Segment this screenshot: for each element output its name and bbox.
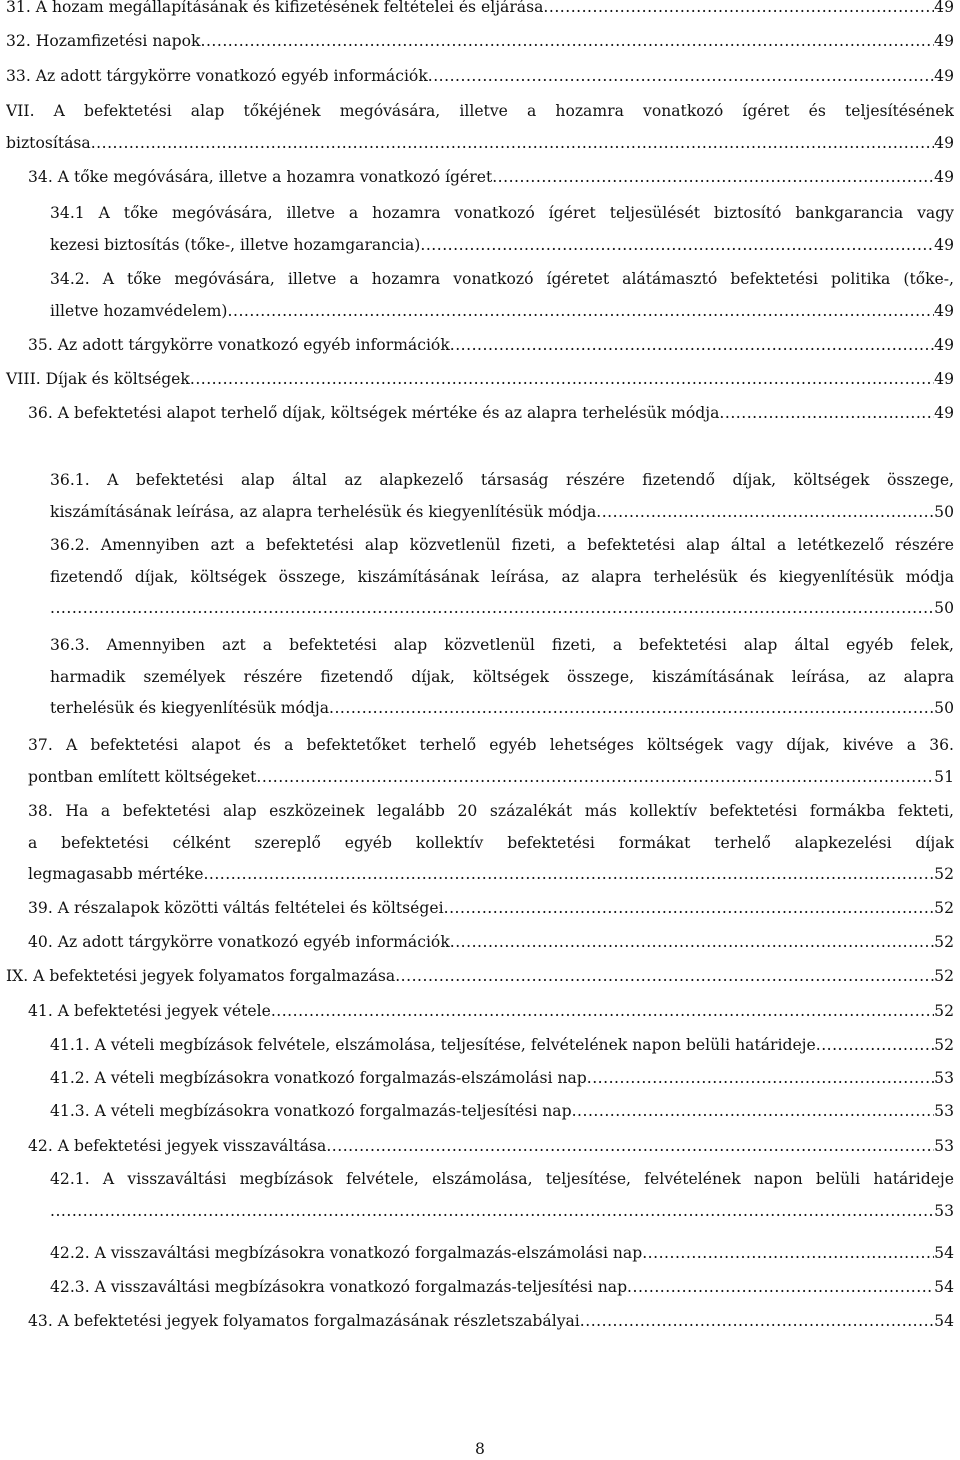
dot-leader	[492, 162, 934, 194]
toc-page-number: 53	[934, 1069, 954, 1087]
dot-leader	[256, 762, 934, 794]
toc-page-number: 50	[934, 502, 954, 521]
toc-entry[interactable]	[50, 198, 954, 261]
toc-entry[interactable]	[50, 1238, 954, 1270]
toc-entry-text: 37. A befektetési alapot és a befektetőket terhelő egyéb lehetséges költségek vagy díjak, kivéve a 36.	[28, 736, 954, 754]
toc-page-number: 49	[934, 235, 954, 254]
dot-leader	[572, 1096, 935, 1128]
toc-page-number: 53	[934, 1137, 954, 1155]
toc-entry[interactable]	[50, 1063, 954, 1095]
dot-leader	[50, 593, 934, 625]
dot-leader	[596, 497, 934, 529]
toc-entry-text: 42.1. A visszaváltási megbízások felvétele, elszámolása, teljesítése, felvételének napon belüli határideje	[50, 1170, 954, 1188]
toc-entry-text: 39. A részalapok közötti váltás feltételei és költségei	[28, 899, 444, 917]
dot-leader	[190, 364, 934, 396]
toc-entry-text: 36.1. A befektetési alap által az alapkezelő társaság részére fizetendő díjak, költségek összege,	[50, 471, 954, 489]
toc-entry[interactable]	[50, 1272, 954, 1304]
toc-entry[interactable]	[28, 1131, 954, 1163]
toc-page-number: 49	[934, 0, 954, 16]
toc-page-number: 49	[934, 336, 954, 354]
toc-entry-text: 35. Az adott tárgykörre vonatkozó egyéb információk	[28, 336, 450, 354]
toc-page-number: 53	[934, 1201, 954, 1220]
toc-entry-text: 42.2. A visszaváltási megbízásokra vonatkozó forgalmazás-elszámolási nap	[50, 1244, 643, 1262]
dot-leader	[395, 961, 934, 993]
dot-leader	[816, 1030, 934, 1062]
toc-entry[interactable]	[6, 0, 954, 24]
toc-entry-text: biztosítása	[6, 133, 91, 152]
toc-entry-text: VII. A befektetési alap tőkéjének megóvására, illetve a hozamra vonatkozó ígéret és teljesítésének	[6, 102, 954, 120]
toc-entry-text: 40. Az adott tárgykörre vonatkozó egyéb információk	[28, 933, 450, 951]
toc-entry[interactable]	[28, 1306, 954, 1338]
dot-leader	[203, 859, 934, 891]
toc-entry-text: 34.1 A tőke megóvására, illetve a hozamra vonatkozó ígéret teljesülését biztosító bankgarancia vagy	[50, 204, 954, 222]
toc-entry[interactable]	[28, 162, 954, 194]
toc-entry-text: 42. A befektetési jegyek visszaváltása	[28, 1137, 327, 1155]
toc-entry-text: kezesi biztosítás (tőke-, illetve hozamgarancia)	[50, 235, 421, 254]
toc-entry-text: IX. A befektetési jegyek folyamatos forgalmazása	[6, 967, 396, 985]
toc-page-number: 49	[934, 67, 954, 85]
toc-entry-text: 43. A befektetési jegyek folyamatos forgalmazásának részletszabályai	[28, 1312, 580, 1330]
dot-leader	[326, 1131, 934, 1163]
dot-leader	[580, 1306, 934, 1338]
toc-entry[interactable]	[50, 1096, 954, 1128]
toc-entry[interactable]	[50, 465, 954, 528]
toc-entry-text: 31. A hozam megállapításának és kifizetésének feltételei és eljárása	[6, 0, 544, 16]
toc-page-number: 52	[934, 1002, 954, 1020]
dot-leader	[450, 330, 934, 362]
toc-page-number: 52	[934, 967, 954, 985]
toc-entry[interactable]	[28, 398, 954, 430]
dot-leader	[420, 230, 934, 262]
toc-entry-text: terhelésük és kiegyenlítésük módja	[50, 699, 330, 717]
toc-entry-text: kiszámításának leírása, az alapra terhelésük és kiegyenlítésük módja	[50, 502, 597, 521]
dot-leader	[627, 1272, 934, 1304]
toc-page-number: 52	[934, 933, 954, 951]
toc-entry-text: 34.2. A tőke megóvására, illetve a hozamra vonatkozó ígéretet alátámasztó befektetési politika (tőke-,	[50, 270, 954, 288]
toc-entry[interactable]	[50, 530, 954, 625]
toc-entry-text: 36.3. Amennyiben azt a befektetési alap közvetlenül fizeti, a befektetési alap által egyéb felek,	[50, 636, 954, 654]
toc-entry-text: 36. A befektetési alapot terhelő díjak, költségek mértéke és az alapra terhelésük módja	[28, 404, 720, 422]
toc-entry-text: VIII. Díjak és költségek	[6, 370, 190, 388]
toc-entry-text: 38. Ha a befektetési alap eszközeinek legalább 20 százalékát más kollektív befektetési formákba fekteti,	[28, 802, 954, 820]
toc-entry-text: 32. Hozamfizetési napok	[6, 32, 201, 50]
toc-entry-text: harmadik személyek részére fizetendő díjak, költségek összege, kiszámításának leírása, az alapra	[50, 667, 954, 686]
toc-page-number: 52	[934, 1036, 954, 1054]
toc-entry-text: 33. Az adott tárgykörre vonatkozó egyéb információk	[6, 67, 428, 85]
toc-entry-text: 41.2. A vételi megbízásokra vonatkozó forgalmazás-elszámolási nap	[50, 1069, 587, 1087]
dot-leader	[271, 996, 934, 1028]
toc-entry-text: 36.2. Amennyiben azt a befektetési alap közvetlenül fizeti, a befektetési alap által a letétkezelő részére	[50, 536, 954, 554]
dot-leader	[228, 296, 935, 328]
toc-page-number: 50	[934, 599, 954, 617]
toc-entry[interactable]	[6, 61, 954, 93]
dot-leader	[719, 398, 934, 430]
toc-entry[interactable]	[50, 1164, 954, 1227]
toc-entry-text: 41.3. A vételi megbízásokra vonatkozó forgalmazás-teljesítési nap	[50, 1102, 572, 1120]
toc-page-number: 49	[934, 301, 954, 320]
dot-leader	[428, 61, 934, 93]
toc-page-number: 54	[934, 1244, 954, 1262]
toc-page-number: 49	[934, 168, 954, 186]
toc-page-number: 49	[934, 404, 954, 422]
toc-entry-text: 41.1. A vételi megbízások felvétele, elszámolása, teljesítése, felvételének napon belüli határideje	[50, 1036, 816, 1054]
dot-leader	[91, 128, 934, 160]
toc-entry[interactable]	[6, 961, 954, 993]
toc-page-number: 51	[934, 767, 954, 786]
toc-entry[interactable]	[28, 893, 954, 925]
toc-page-number: 54	[934, 1312, 954, 1330]
toc-entry-text: illetve hozamvédelem)	[50, 301, 228, 320]
dot-leader	[50, 1196, 934, 1228]
toc-page-number: 53	[934, 1102, 954, 1120]
toc-entry-text: 34. A tőke megóvására, illetve a hozamra vonatkozó ígéret	[28, 168, 493, 186]
dot-leader	[450, 927, 934, 959]
toc-entry[interactable]	[50, 1030, 954, 1062]
page-number: 8	[475, 1440, 485, 1458]
toc-entry[interactable]	[28, 730, 954, 793]
toc-entry[interactable]	[6, 96, 954, 159]
toc-page-number: 54	[934, 1278, 954, 1296]
toc-entry-text: 42.3. A visszaváltási megbízásokra vonatkozó forgalmazás-teljesítési nap	[50, 1278, 628, 1296]
toc-entry[interactable]	[28, 330, 954, 362]
toc-page-number: 52	[934, 899, 954, 917]
toc-entry[interactable]	[28, 996, 954, 1028]
toc-entry-text: legmagasabb mértéke	[28, 865, 204, 883]
toc-entry[interactable]	[6, 26, 954, 58]
toc-page-number: 49	[934, 370, 954, 388]
toc-entry-text: 41. A befektetési jegyek vétele	[28, 1002, 271, 1020]
dot-leader	[444, 893, 935, 925]
toc-entry[interactable]	[6, 364, 954, 396]
toc-entry[interactable]	[28, 927, 954, 959]
toc-entry-text: pontban említett költségeket	[28, 767, 257, 786]
toc-entry[interactable]	[28, 796, 954, 891]
dot-leader	[543, 0, 934, 24]
toc-entry[interactable]	[50, 264, 954, 327]
toc-page-number: 49	[934, 133, 954, 152]
dot-leader	[201, 26, 935, 58]
dot-leader	[329, 693, 934, 725]
toc-entry-text: fizetendő díjak, költségek összege, kiszámításának leírása, az alapra terhelésük és kiegyenlítésük módja	[50, 567, 954, 586]
toc-page-number: 50	[934, 699, 954, 717]
toc-entry-text: a befektetési célként szereplő egyéb kollektív befektetési formákat terhelő alapkezelési díjak	[28, 833, 954, 852]
dot-leader	[642, 1238, 934, 1270]
toc-page-number: 49	[934, 32, 954, 50]
toc-entry[interactable]	[50, 630, 954, 725]
dot-leader	[587, 1063, 934, 1095]
toc-page-number: 52	[934, 865, 954, 883]
